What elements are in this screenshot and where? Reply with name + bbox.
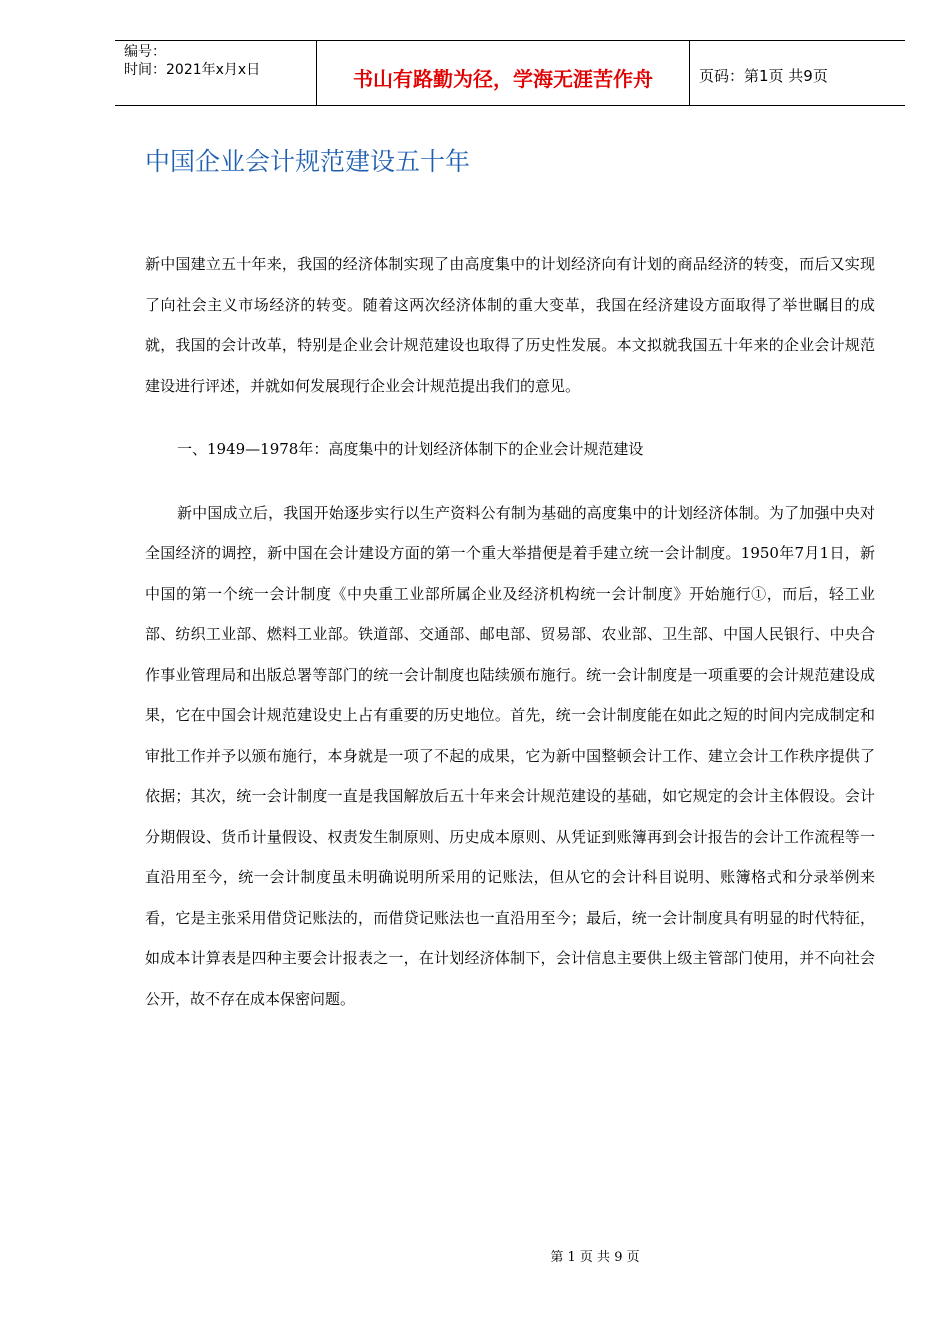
intro-paragraph: 新中国建立五十年来，我国的经济体制实现了由高度集中的计划经济向有计划的商品经济的转变，而后又实现了向社会主义市场经济的转变。随着这两次经济体制的重大变革，我国在经济建设方面取得了举世瞩目的成就，我国的会计改革，特别是企业会计规范建设也取得了历史性发展。本文拟就我国五十年来的企业会计规范建设进行评述，并就如何发展现行企业会计规范提出我们的意见。 (145, 255, 875, 395)
document-body (145, 244, 875, 1019)
date-label: 时间：2021年x月x日 (124, 62, 261, 78)
serial-number-label: 编号： (124, 44, 166, 60)
section-heading: 一、1949—1978年：高度集中的计划经济体制下的企业会计规范建设 (177, 440, 644, 458)
header-meta-cell (115, 41, 316, 105)
header-motto: 书山有路勤为径，学海无涯苦作舟 (316, 41, 690, 105)
page-footer: 第 1 页 共 9 页 (550, 1250, 640, 1265)
header-page-number: 页码：第1页 共9页 (699, 66, 828, 85)
section-paragraph: 新中国成立后，我国开始逐步实行以生产资料公有制为基础的高度集中的计划经济体制。为了加强中央对全国经济的调控，新中国在会计建设方面的第一个重大举措便是着手建立统一会计制度。1950年7月1日，新中国的第一个统一会计制度《中央重工业部所属企业及经济机构统一会计制度》开始施行①，而后，轻工业部、纺织工业部、燃料工业部。铁道部、交通部、邮电部、贸易部、农业部、卫生部、中国人民银行、中央合作事业管理局和出版总署等部门的统一会计制度也陆续颁布施行。统一会计制度是一项重要的会计规范建设成果，它在中国会计规范建设史上占有重要的历史地位。首先，统一会计制度能在如此之短的时间内完成制定和审批工作并予以颁布施行，本身就是一项了不起的成果，它为新中国整顿会计工作、建立会计工作秩序提供了依据；其次，统一会计制度一直是我国解放后五十年来会计规范建设的基础，如它规定的会计主体假设。会计分期假设、货币计量假设、权责发生制原则、历史成本原则、从凭证到账簿再到会计报告的会计工作流程等一直沿用至今，统一会计制度虽未明确说明所采用的记账法，但从它的会计科目说明、账簿格式和分录举例来看，它是主张采用借贷记账法的，而借贷记账法也一直沿用至今；最后，统一会计制度具有明显的时代特征，如成本计算表是四种主要会计报表之一，在计划经济体制下，会计信息主要供上级主管部门使用，并不向社会公开，故不存在成本保密问题。 (145, 503, 875, 1008)
page-header (115, 40, 905, 106)
document-title: 中国企业会计规范建设五十年 (145, 147, 471, 176)
